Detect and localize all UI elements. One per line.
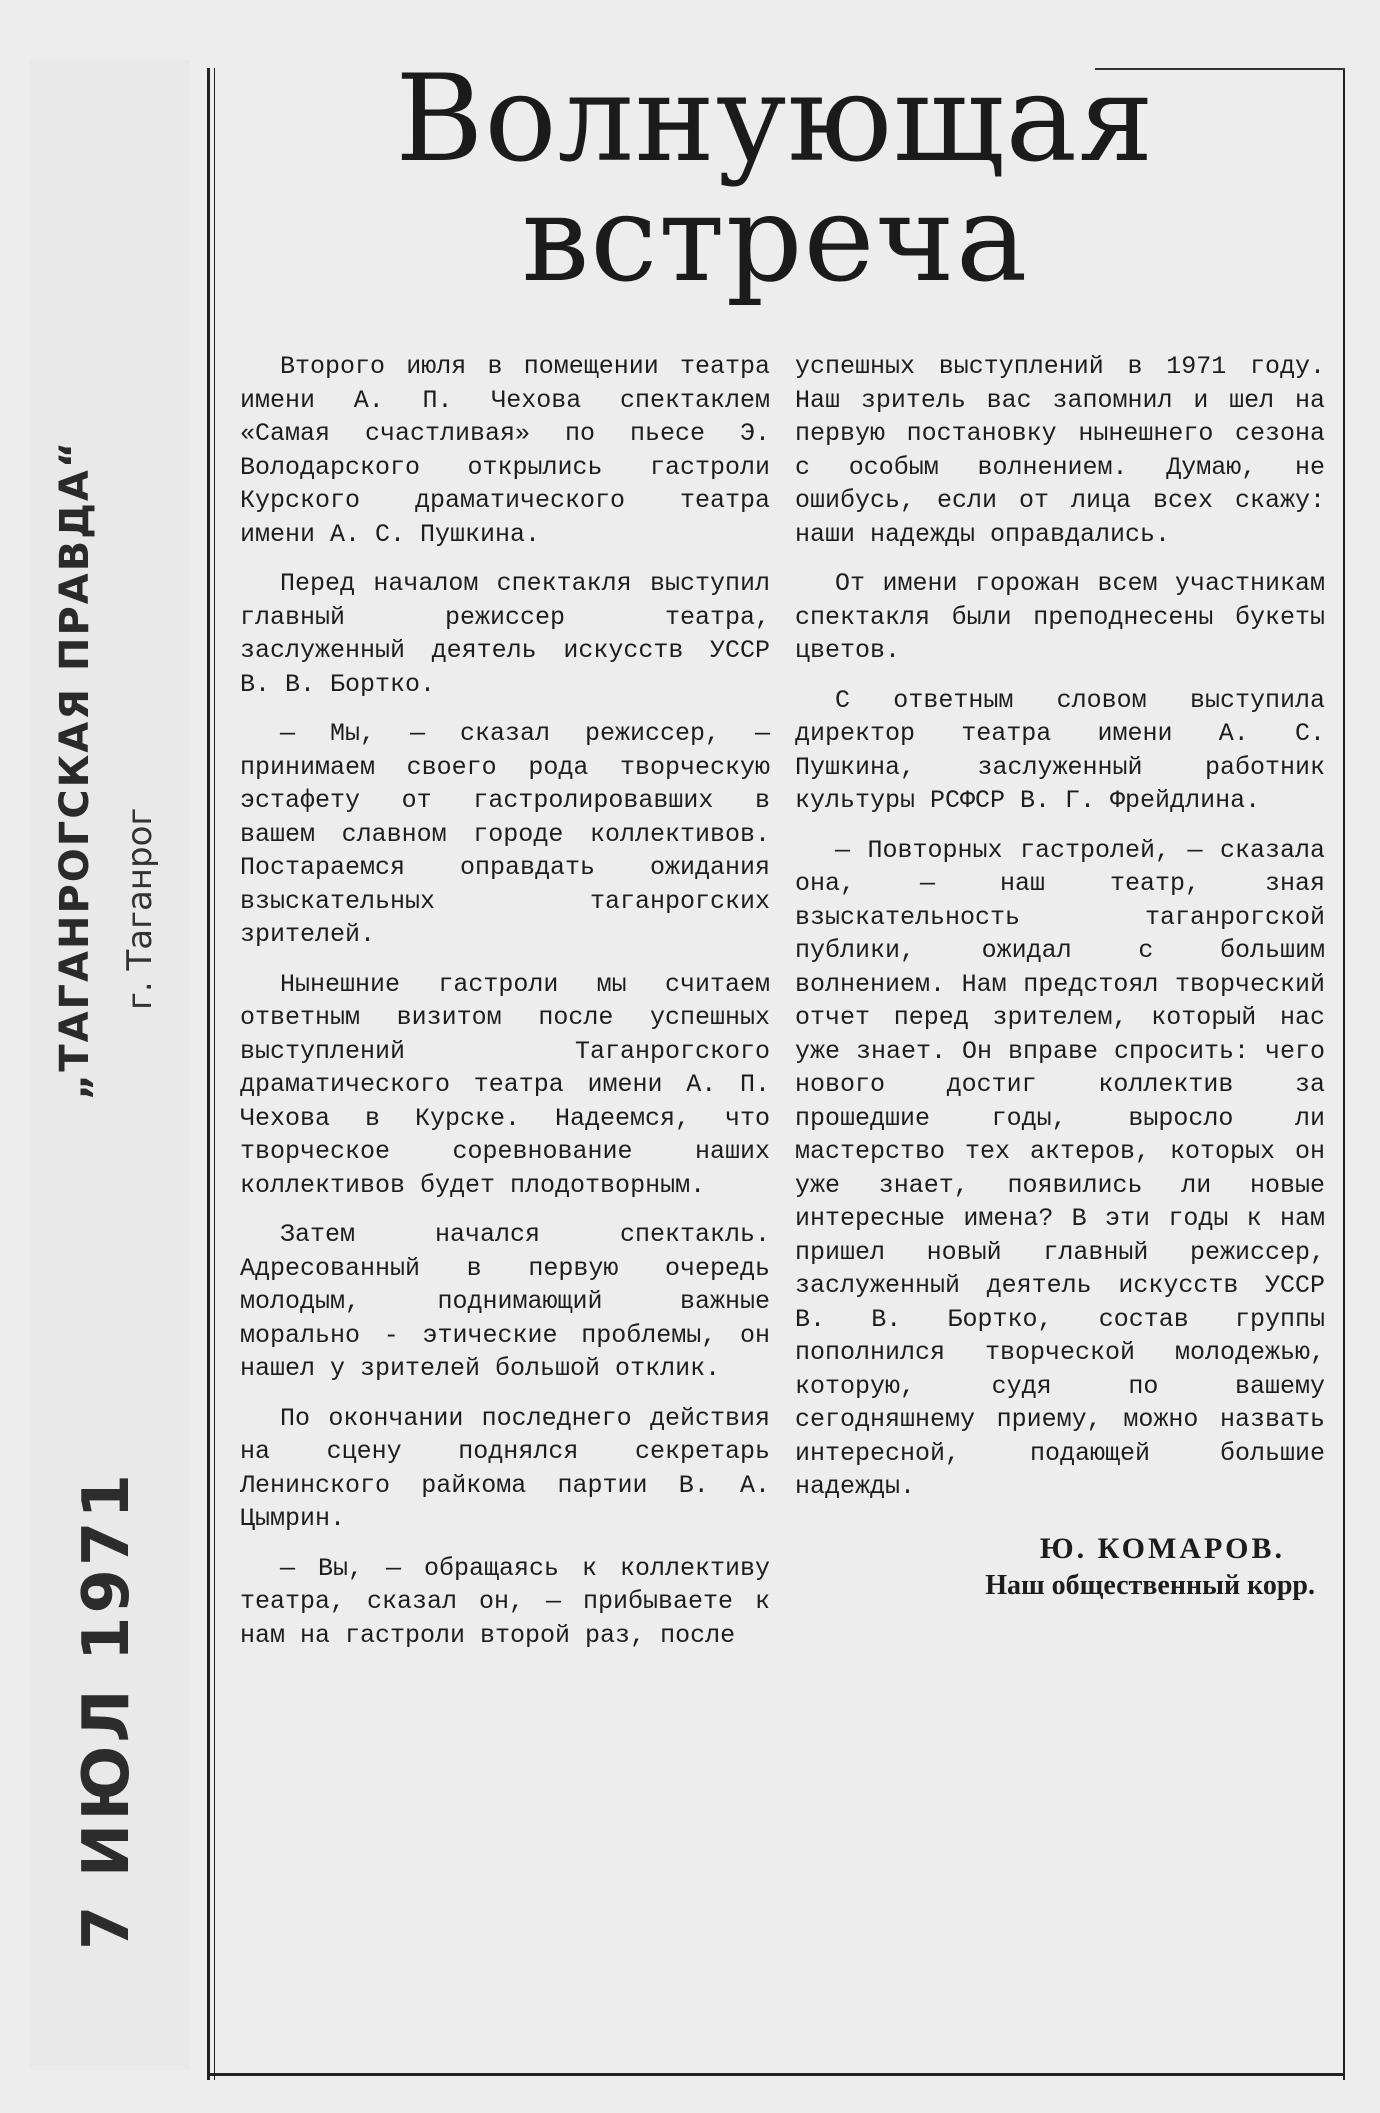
city-stamp: г. Таганрог	[120, 807, 160, 1010]
headline-line-1: Волнующая	[395, 50, 1155, 189]
article-column-left	[240, 350, 770, 1652]
article-headline	[230, 50, 1320, 309]
right-rule	[1343, 68, 1345, 2080]
article-paragraph: — Мы, — сказал режиссер, — принимаем своего рода творческую эстафету от гастролировавших в вашем славном городе коллективов. Постараемся оправдать ожидания взыскательных таганрогских зрителей.	[240, 719, 770, 949]
left-double-rule	[207, 68, 210, 2080]
article-paragraph: От имени горожан всем участникам спектакля были преподнесены букеты цветов.	[795, 569, 1325, 665]
date-stamp: 7 ИЮЛ 1971	[70, 1470, 144, 1950]
article-paragraph: — Повторных гастролей, — сказала она, — наш театр, зная взыскательность таганрогской публики, ожидал с большим волнением. Нам предстоял творческий отчет перед зрителем, который нас уже знает. Он вправе спросить: чего нового достиг коллектив за прошедшие годы, выросло ли мастерство тех актеров, которых он уже знает, появились ли новые интересные имена? В эти годы к нам пришел новый главный режиссер, заслуженный деятель искусств УССР В. В. Бортко, состав группы пополнился творческой молодежью, которую, судя по вашему сегодняшнему приему, можно назвать интересной, подающей большие надежды.	[795, 835, 1325, 1501]
article-paragraph: С ответным словом выступила директор театра имени А. С. Пушкина, заслуженный работник культуры РСФСР В. Г. Фрейдлина.	[795, 685, 1325, 815]
author-role: Наш общественный корр.	[985, 1569, 1315, 1601]
article-paragraph: успешных выступлений в 1971 году. Наш зритель вас запомнил и шел на первую постановку нынешнего сезона с особым волнением. Думаю, не ошибусь, если от лица всех скажу: наши надежды оправдались.	[795, 352, 1325, 549]
article-paragraph: — Вы, — обращаясь к коллективу театра, сказал он, — прибываете к нам на гастроли второй раз, после	[240, 1553, 770, 1650]
newspaper-name-stamp: „ТАГАНРОГСКАЯ ПРАВДА“	[52, 439, 98, 1100]
article-paragraph: По окончании последнего действия на сцену поднялся секретарь Ленинского райкома партии В. А. Цымрин.	[240, 1403, 770, 1533]
bottom-rule	[207, 2073, 1345, 2076]
article-signature	[795, 1530, 1325, 1604]
article-paragraph: Второго июля в помещении театра имени А. П. Чехова спектаклем «Самая счастливая» по пьесе Э. Володарского открылись гастроли Курского драматического театра имени А. С. Пушкина.	[240, 352, 770, 549]
article-column-right	[795, 350, 1325, 1604]
article-paragraph: Затем начался спектакль. Адресованный в первую очередь молодым, поднимающий важные морально - этические проблемы, он нашел у зрителей большой отклик.	[240, 1220, 770, 1383]
author-name: Ю. КОМАРОВ.	[1039, 1531, 1285, 1565]
left-thin-rule	[214, 68, 215, 2080]
headline-line-2: встреча	[521, 170, 1029, 309]
article-paragraph: Нынешние гастроли мы считаем ответным визитом после успешных выступлений Таганрогского драматического театра имени А. П. Чехова в Курске. Надеемся, что творческое соревнование наших коллективов будет плодотворным.	[240, 969, 770, 1200]
article-paragraph: Перед началом спектакля выступил главный режиссер театра, заслуженный деятель искусств УССР В. В. Бортко.	[240, 569, 770, 699]
